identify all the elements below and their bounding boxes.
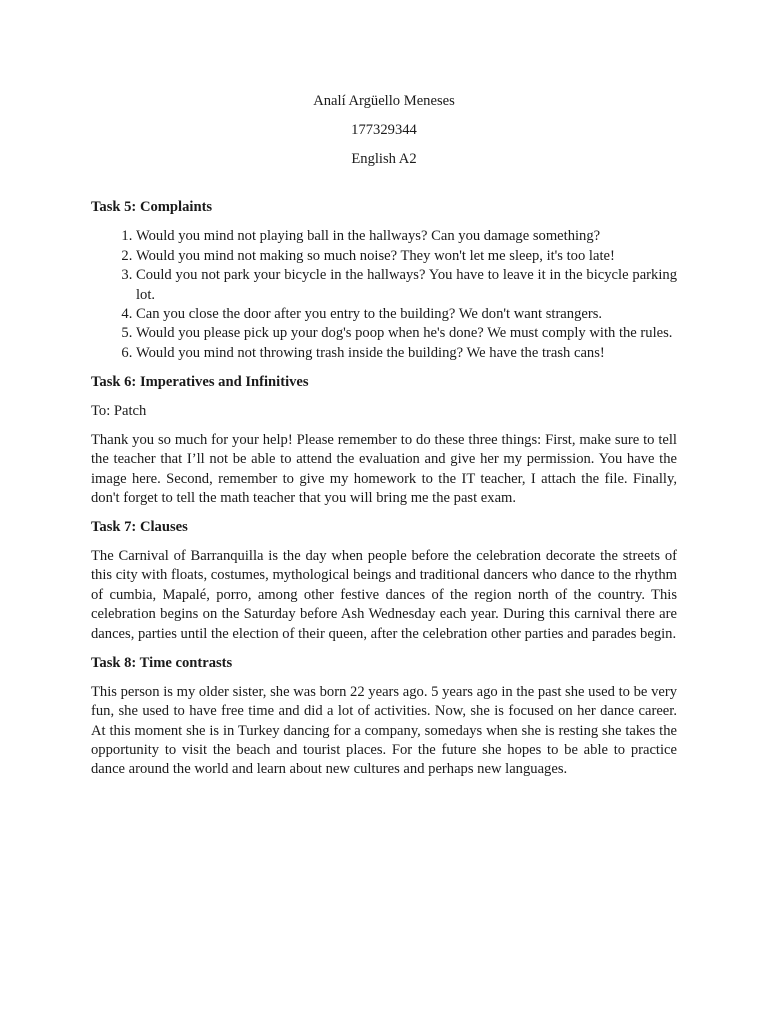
list-item: 4. Can you close the door after you entry to the building? We don't want strangers. — [136, 305, 677, 324]
list-item: 1. Would you mind not playing ball in the hallways? Can you damage something? — [136, 227, 677, 246]
task6-heading: Task 6: Imperatives and Infinitives — [91, 373, 309, 390]
list-item: 6. Would you mind not throwing trash inside the building? We have the trash cans! — [136, 344, 677, 363]
student-id: 177329344 — [351, 122, 417, 138]
course-name: English A2 — [351, 151, 417, 167]
task5-heading: Task 5: Complaints — [91, 199, 213, 216]
task6-paragraph: Thank you so much for your help! Please remember to do these three things: First, make sure to tell the teacher that I’ll not be able to attend the evaluation and give her my permission. You have the image here. Second, remember to give my homework to the IT teacher, I attach the file. Finally, don't forget to tell the math teacher that you will bring me the past exam. — [91, 431, 677, 507]
student-name: Analí Argüello Meneses — [313, 93, 455, 109]
list-item: 2. Would you mind not making so much noise? They won't let me sleep, it's too late! — [136, 247, 677, 266]
task7-paragraph: The Carnival of Barranquilla is the day when people before the celebration decorate the streets of this city with floats, costumes, mythological beings and traditional dancers who dance to the rhythm of cumbia, Mapalé, porro, among other festive dances of the region north of the country. This celebration begins on the Saturday before Ash Wednesday each year. During this carnival there are dances, parties until the election of their queen, after the celebration other parties and parades begin. — [91, 548, 677, 642]
list-item: 5. Would you please pick up your dog's poop when he's done? We must comply with the rules. — [136, 324, 677, 343]
document-page — [91, 92, 677, 789]
task8-heading: Task 8: Time contrasts — [91, 654, 233, 671]
task6-recipient: To: Patch — [91, 402, 147, 419]
task8-paragraph: This person is my older sister, she was born 22 years ago. 5 years ago in the past she used to be very fun, she used to have free time and did a lot of activities. Now, she is focused on her dance career. At this moment she is in Turkey dancing for a company, somedays when she is resting she takes the opportunity to visit the beach and tourist places. For the future she hopes to be able to practice dance around the world and learn about new cultures and perhaps new languages. — [91, 683, 677, 778]
list-item: 3. Could you not park your bicycle in the hallways? You have to leave it in the bicycle parking lot. — [136, 266, 677, 305]
task7-heading: Task 7: Clauses — [91, 519, 188, 536]
complaints-list — [91, 227, 677, 363]
